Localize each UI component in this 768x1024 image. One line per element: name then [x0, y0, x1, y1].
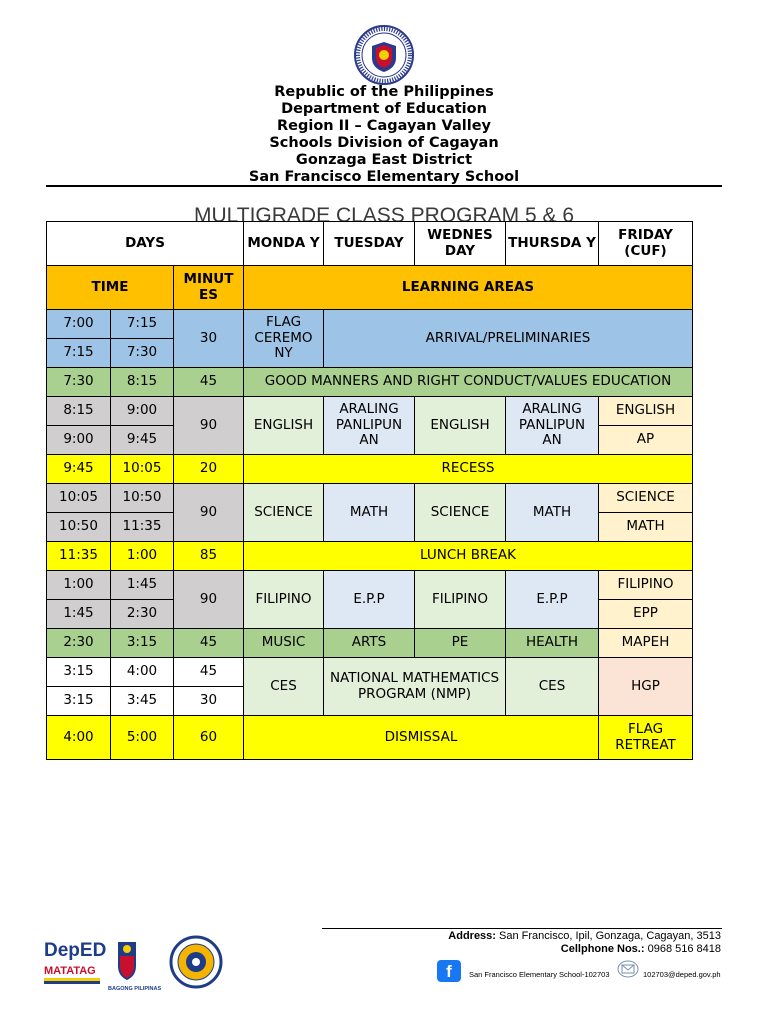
header-district: Gonzaga East District: [295, 152, 473, 168]
time-start: 7:00: [47, 310, 111, 339]
time-start: 1:00: [47, 571, 111, 600]
time-end: 9:45: [111, 426, 174, 455]
phone-value: 0968 516 8418: [644, 943, 721, 955]
time-start: 9:00: [47, 426, 111, 455]
thursday-subject: E.P.P: [506, 571, 599, 629]
header-school: San Francisco Elementary School: [248, 169, 520, 185]
tuesday-subject: MATH: [324, 484, 415, 542]
time-start: 3:15: [47, 687, 111, 716]
day-thursday: THURSDA Y: [506, 222, 599, 266]
minutes-cell: 45: [174, 368, 244, 397]
address-value: San Francisco, Ipil, Gonzaga, Cagayan, 3513: [495, 930, 721, 942]
time-end: 10:05: [111, 455, 174, 484]
gmrc-activity: GOOD MANNERS AND RIGHT CONDUCT/VALUES EDUCATION: [244, 368, 693, 397]
monday-subject: MUSIC: [244, 629, 324, 658]
deped-matatag-logo: [44, 940, 106, 984]
minutes-cell: 85: [174, 542, 244, 571]
time-end: 10:50: [111, 484, 174, 513]
time-end: 7:15: [111, 310, 174, 339]
monday-subject: ENGLISH: [244, 397, 324, 455]
program-title: MULTIGRADE CLASS PROGRAM 5 & 6: [193, 204, 575, 227]
table-row: [47, 716, 693, 760]
time-start: 4:00: [47, 716, 111, 760]
day-monday: MONDA Y: [244, 222, 324, 266]
footer-contact: [437, 958, 727, 984]
footer-address-block: [448, 930, 721, 956]
time-start: 2:30: [47, 629, 111, 658]
recess-activity: RECESS: [244, 455, 693, 484]
time-start: 7:15: [47, 339, 111, 368]
minutes-cell: 45: [174, 629, 244, 658]
time-end: 1:00: [111, 542, 174, 571]
lunch-activity: LUNCH BREAK: [244, 542, 693, 571]
time-end: 1:45: [111, 571, 174, 600]
table-row: [47, 542, 693, 571]
time-end: 2:30: [111, 600, 174, 629]
dismissal-activity: DISMISSAL: [244, 716, 599, 760]
time-end: 8:15: [111, 368, 174, 397]
wednesday-subject: ENGLISH: [415, 397, 506, 455]
logo-matatag-text: MATATAG: [44, 965, 96, 977]
thursday-subject: CES: [506, 658, 599, 716]
time-end: 5:00: [111, 716, 174, 760]
mail-icon[interactable]: [617, 960, 639, 978]
logo-deped-text: DepED: [44, 940, 107, 961]
class-program-table: [46, 221, 693, 760]
monday-subject: SCIENCE: [244, 484, 324, 542]
day-wednesday: WEDNES DAY: [415, 222, 506, 266]
time-start: 3:15: [47, 658, 111, 687]
friday-subject: MATH: [599, 513, 693, 542]
table-row: [47, 266, 693, 310]
wednesday-subject: PE: [415, 629, 506, 658]
time-end: 3:45: [111, 687, 174, 716]
time-end: 4:00: [111, 658, 174, 687]
monday-activity: FLAG CEREMO NY: [244, 310, 324, 368]
table-row: [47, 310, 693, 339]
friday-subject: SCIENCE: [599, 484, 693, 513]
time-start: 10:05: [47, 484, 111, 513]
minutes-cell: 45: [174, 658, 244, 687]
friday-subject: FILIPINO: [599, 571, 693, 600]
days-header: DAYS: [47, 222, 244, 266]
time-start: 10:50: [47, 513, 111, 542]
header-division: Schools Division of Cagayan: [269, 135, 499, 151]
minutes-cell: 20: [174, 455, 244, 484]
minutes-cell: 90: [174, 397, 244, 455]
minutes-cell: 90: [174, 484, 244, 542]
minutes-header: MINUT ES: [174, 266, 244, 310]
header-department: Department of Education: [281, 101, 487, 117]
header-divider: [46, 185, 722, 187]
arrival-activity: ARRIVAL/PRELIMINARIES: [324, 310, 693, 368]
friday-subject: ENGLISH: [599, 397, 693, 426]
table-row: [47, 658, 693, 687]
address-line: [448, 930, 721, 943]
thursday-subject: MATH: [506, 484, 599, 542]
footer-divider: [322, 928, 722, 929]
table-row: [47, 484, 693, 513]
wednesday-subject: FILIPINO: [415, 571, 506, 629]
tuesday-subject: ARALING PANLIPUN AN: [324, 397, 415, 455]
day-tuesday: TUESDAY: [324, 222, 415, 266]
footer-logos: [44, 934, 224, 992]
deped-seal-logo: [350, 24, 418, 86]
table-row: [47, 571, 693, 600]
wednesday-subject: SCIENCE: [415, 484, 506, 542]
table-row: [47, 368, 693, 397]
phone-line: [448, 943, 721, 956]
monday-subject: CES: [244, 658, 324, 716]
minutes-cell: 30: [174, 687, 244, 716]
time-start: 9:45: [47, 455, 111, 484]
friday-subject: HGP: [599, 658, 693, 716]
friday-subject: EPP: [599, 600, 693, 629]
thursday-subject: HEALTH: [506, 629, 599, 658]
table-row: [47, 455, 693, 484]
friday-subject: AP: [599, 426, 693, 455]
phone-label: Cellphone Nos.:: [560, 943, 645, 955]
time-end: 11:35: [111, 513, 174, 542]
school-logo: [171, 937, 221, 987]
tuesday-subject: E.P.P: [324, 571, 415, 629]
minutes-cell: 60: [174, 716, 244, 760]
friday-activity: FLAG RETREAT: [599, 716, 693, 760]
bagong-pilipinas-logo: [108, 942, 162, 992]
time-start: 11:35: [47, 542, 111, 571]
time-end: 3:15: [111, 629, 174, 658]
thursday-subject: ARALING PANLIPUN AN: [506, 397, 599, 455]
table-row: [47, 397, 693, 426]
time-start: 1:45: [47, 600, 111, 629]
monday-subject: FILIPINO: [244, 571, 324, 629]
minutes-cell: 90: [174, 571, 244, 629]
minutes-cell: 30: [174, 310, 244, 368]
time-start: 7:30: [47, 368, 111, 397]
header-republic: Republic of the Philippines: [274, 84, 494, 100]
facebook-icon[interactable]: f: [437, 960, 461, 982]
table-row: [47, 629, 693, 658]
learning-areas-header: LEARNING AREAS: [244, 266, 693, 310]
friday-subject: MAPEH: [599, 629, 693, 658]
time-end: 7:30: [111, 339, 174, 368]
header-region: Region II – Cagayan Valley: [276, 118, 491, 134]
email-address[interactable]: 102703@deped.gov.ph: [643, 970, 721, 979]
table-row: [47, 222, 693, 266]
school-header: [0, 84, 768, 186]
logo-bagong-text: BAGONG PILIPINAS: [108, 986, 162, 992]
time-end: 9:00: [111, 397, 174, 426]
facebook-page-name[interactable]: San Francisco Elementary School-102703: [469, 970, 610, 979]
time-start: 8:15: [47, 397, 111, 426]
nmp-subject: NATIONAL MATHEMATICS PROGRAM (NMP): [324, 658, 506, 716]
address-label: Address:: [448, 930, 496, 942]
day-friday: FRIDAY (CUF): [599, 222, 693, 266]
tuesday-subject: ARTS: [324, 629, 415, 658]
time-header: TIME: [47, 266, 174, 310]
